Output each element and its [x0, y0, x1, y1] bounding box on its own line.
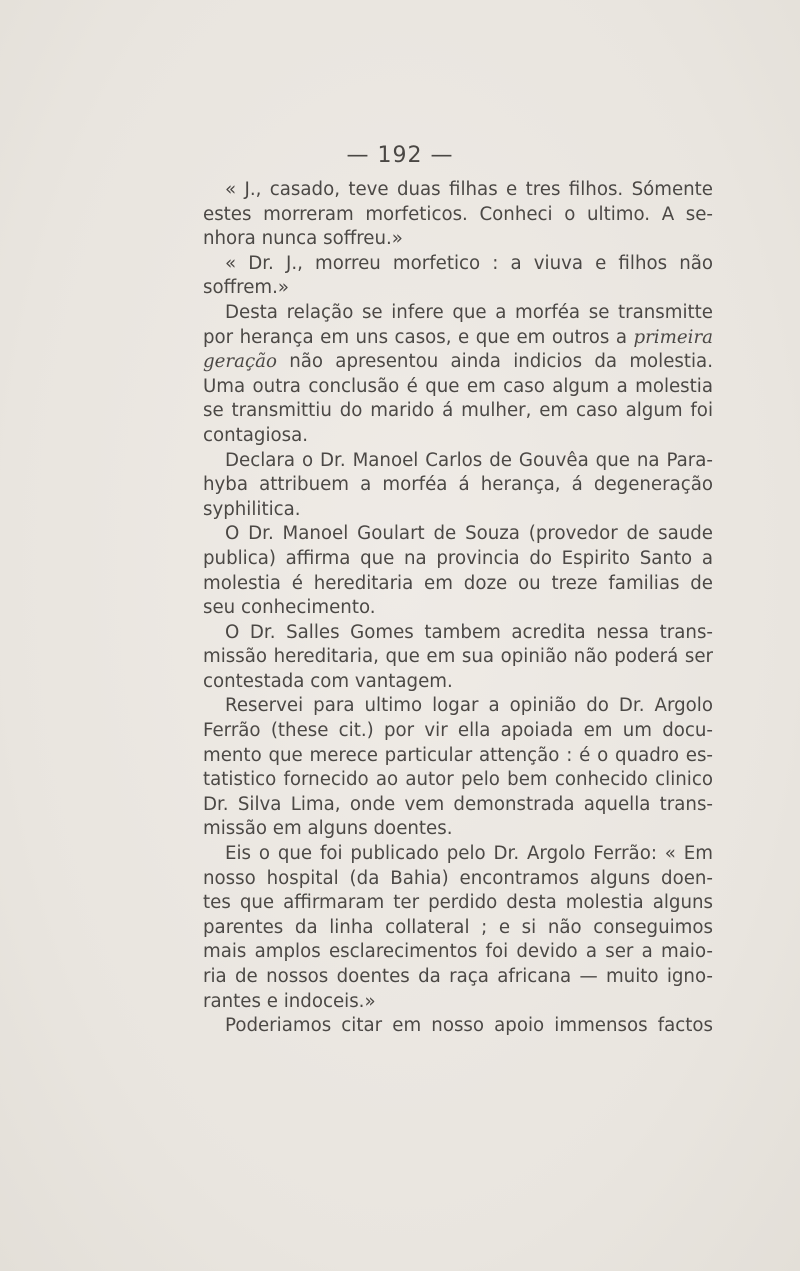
text-line: hyba attribuem a morféa á herança, á degeneração — [203, 474, 713, 496]
text-line: mais amplos esclarecimentos foi devido a ser a maio- — [203, 941, 713, 963]
page-number: — 192 — — [346, 143, 454, 168]
text-line: publica) affirma que na provincia do Espirito Santo a — [203, 547, 713, 569]
text-line: Declara o Dr. Manoel Carlos de Gouvêa que na Para- — [225, 449, 713, 471]
text-line — [203, 350, 713, 375]
text-line: parentes da linha collateral ; e si não conseguimos — [203, 916, 713, 938]
text-line: rantes e indoceis.» — [203, 990, 376, 1012]
text-line: Reservei para ultimo logar a opinião do Dr. Argolo — [225, 695, 713, 717]
text-line: syphilitica. — [203, 498, 301, 520]
text-line: se transmittiu do marido á mulher, em caso algum foi — [203, 400, 713, 422]
text-line: O Dr. Manoel Goulart de Souza (provedor de saude — [225, 523, 713, 545]
text-line: mento que merece particular attenção : é o quadro es- — [203, 744, 713, 766]
text-line: Poderiamos citar em nosso apoio immensos factos — [225, 1015, 713, 1037]
text-line — [203, 326, 713, 351]
text-line: ria de nossos doentes da raça africana — muito igno- — [203, 966, 713, 987]
text-line: nhora nunca soffreu.» — [203, 228, 403, 250]
text-line: O Dr. Salles Gomes tambem acredita nessa trans- — [225, 621, 713, 643]
text-line: « J., casado, teve duas filhas e tres filhos. Sómente — [225, 179, 713, 200]
text-line: « Dr. J., morreu morfetico : a viuva e filhos não — [225, 252, 713, 274]
text-line: missão hereditaria, que em sua opinião não poderá ser — [203, 646, 713, 668]
text-line: Dr. Silva Lima, onde vem demonstrada aquella trans- — [203, 793, 713, 815]
text-line: contestada com vantagem. — [203, 670, 453, 692]
text-line: contagiosa. — [203, 424, 309, 446]
text-line: missão em alguns doentes. — [203, 818, 453, 840]
text-line: estes morreram morfeticos. Conheci o ultimo. A se- — [203, 203, 713, 225]
text-line: Desta relação se infere que a morféa se transmitte — [225, 301, 713, 323]
text-line: Uma outra conclusão é que em caso algum a molestia — [203, 375, 713, 397]
body-text — [203, 178, 713, 1039]
text-line: Ferrão (these cit.) por vir ella apoiada em um docu- — [203, 720, 713, 742]
text-line: seu conhecimento. — [203, 597, 376, 619]
text-segment: não apresentou ainda indicios da molestia. — [276, 351, 713, 373]
italic-text: primeira — [633, 326, 713, 348]
italic-text: geração — [203, 351, 277, 373]
text-line: tatistico fornecido ao autor pelo bem conhecido clinico — [203, 769, 713, 791]
text-segment: por herança em uns casos, e que em outros a — [203, 326, 634, 348]
text-line: molestia é hereditaria em doze ou treze familias de — [203, 572, 713, 594]
text-line: nosso hospital (da Bahia) encontramos alguns doen- — [203, 867, 713, 889]
text-line: tes que affirmaram ter perdido desta molestia alguns — [203, 892, 713, 914]
text-line: soffrem.» — [203, 277, 290, 299]
text-line: Eis o que foi publicado pelo Dr. Argolo Ferrão: « Em — [225, 843, 713, 865]
